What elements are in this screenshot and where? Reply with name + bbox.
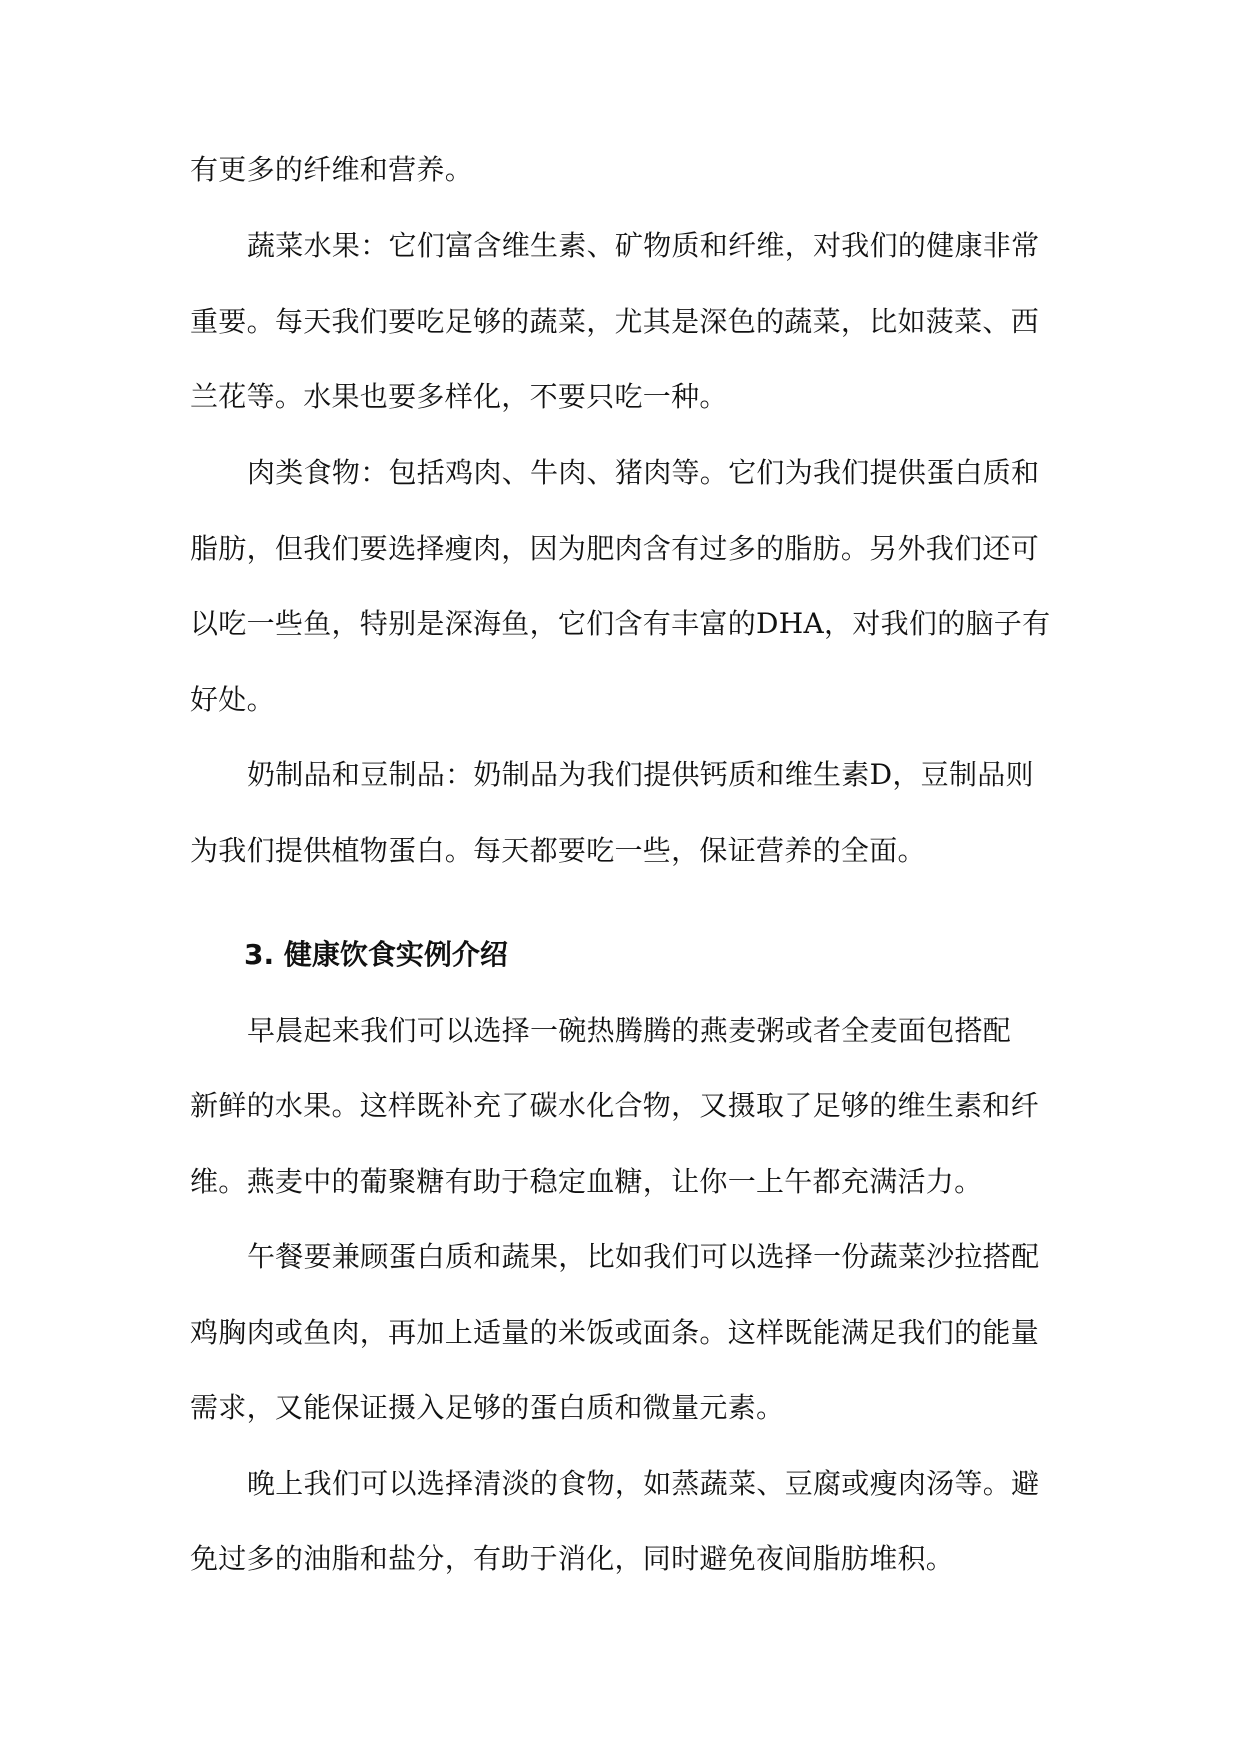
text-line: 维。燕麦中的葡聚糖有助于稳定血糖，让你一上午都充满活力。 (190, 1165, 983, 1198)
text-line: 午餐要兼顾蛋白质和蔬果，比如我们可以选择一份蔬菜沙拉搭配 (247, 1240, 1040, 1273)
text-line: 免过多的油脂和盐分，有助于消化，同时避免夜间脂肪堆积。 (190, 1542, 955, 1575)
text-line: 肉类食物：包括鸡肉、牛肉、猪肉等。它们为我们提供蛋白质和 (247, 456, 1040, 489)
text-line: 重要。每天我们要吃足够的蔬菜，尤其是深色的蔬菜，比如菠菜、西 (190, 305, 1040, 338)
text-line: 有更多的纤维和营养。 (190, 153, 474, 186)
text-line: 脂肪，但我们要选择瘦肉，因为肥肉含有过多的脂肪。另外我们还可 (190, 532, 1040, 565)
text-line: 奶制品和豆制品：奶制品为我们提供钙质和维生素D，豆制品则 (247, 758, 1034, 791)
text-line: 鸡胸肉或鱼肉，再加上适量的米饭或面条。这样既能满足我们的能量 (190, 1316, 1040, 1349)
text-line: 兰花等。水果也要多样化，不要只吃一种。 (190, 380, 728, 413)
text-line: 晚上我们可以选择清淡的食物，如蒸蔬菜、豆腐或瘦肉汤等。避 (247, 1467, 1040, 1500)
text-line: 早晨起来我们可以选择一碗热腾腾的燕麦粥或者全麦面包搭配 (247, 1014, 1012, 1047)
text-line: 好处。 (190, 683, 275, 716)
section-heading: 3. 健康饮食实例介绍 (244, 938, 508, 971)
text-line: 需求，又能保证摄入足够的蛋白质和微量元素。 (190, 1391, 785, 1424)
text-line: 以吃一些鱼，特别是深海鱼，它们含有丰富的DHA，对我们的脑子有 (190, 607, 1051, 640)
text-line: 新鲜的水果。这样既补充了碳水化合物，又摄取了足够的维生素和纤 (190, 1089, 1040, 1122)
text-line: 蔬菜水果：它们富含维生素、矿物质和纤维，对我们的健康非常 (247, 229, 1040, 262)
text-line: 为我们提供植物蛋白。每天都要吃一些，保证营养的全面。 (190, 834, 926, 867)
